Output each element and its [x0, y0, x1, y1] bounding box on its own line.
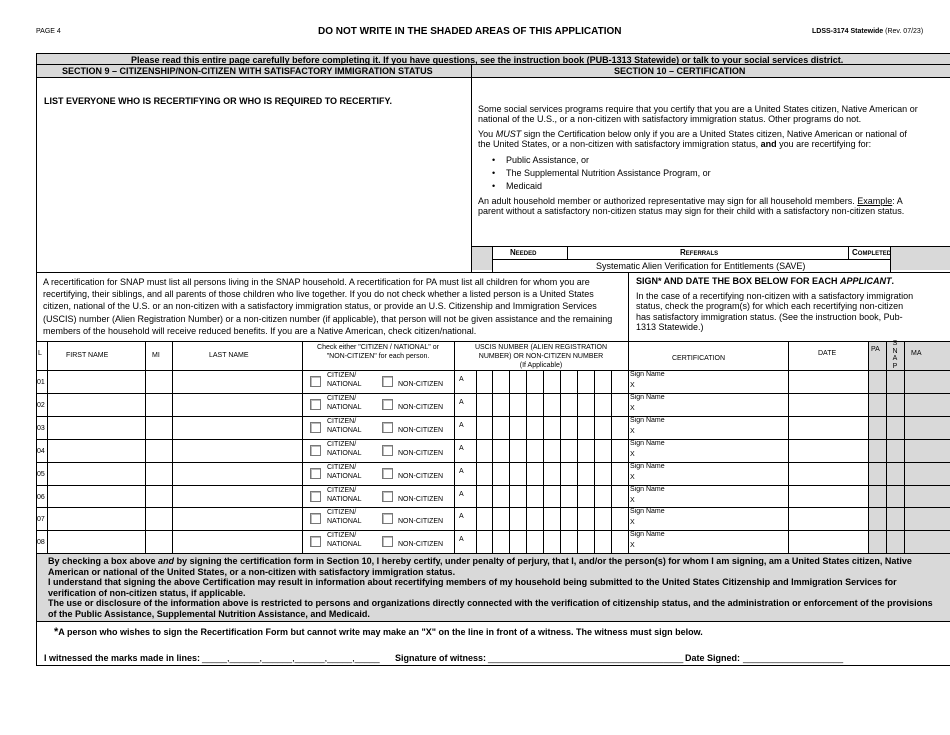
a-prefix: A — [459, 421, 464, 429]
mi-cell[interactable] — [146, 439, 172, 461]
citizen-label-line: CITIZEN/ — [327, 394, 357, 402]
notice-text: Please read this entire page carefully before completing it. If you have questions, see the instruction book (PUB-1313 Statewide) or talk to your social services district. — [131, 55, 844, 65]
uscis-number-cell[interactable] — [477, 370, 611, 392]
noncitizen-checkbox[interactable] — [382, 468, 393, 479]
signature-cell[interactable] — [640, 370, 788, 392]
form-number: LDSS-3174 Statewide — [812, 28, 884, 35]
statement-line-3: I understand that signing the above Certification may result in information about recertifying members of my household being submitted to the United States Citizenship and Immigration Services for — [48, 577, 897, 587]
sign-name-label: Sign Name — [630, 393, 665, 401]
last-name-cell[interactable] — [173, 530, 302, 552]
citizen-label-line: NATIONAL — [327, 518, 362, 526]
ma-cell — [905, 485, 950, 507]
line-number: 05 — [37, 470, 45, 478]
divider — [848, 246, 849, 259]
a-prefix: A — [459, 376, 464, 383]
citizen-label-line: CITIZEN/ — [327, 486, 357, 494]
citizen-label-line: CITIZEN/ — [327, 463, 357, 471]
witnessed-lines-label: I witnessed the marks made in lines: — [44, 653, 201, 663]
sign-name-label: Sign Name — [630, 462, 665, 470]
signature-x-mark: X — [630, 450, 635, 458]
text: A person who wishes to sign the Recertification Form but cannot write may make an "X" on the line in front of a witness. The witness must sign below. — [58, 627, 703, 637]
snap-cell — [887, 393, 904, 415]
signature-x-mark: X — [630, 382, 635, 389]
snap-letter: N — [892, 347, 898, 355]
citizen-label-line: CITIZEN/ — [327, 509, 357, 517]
line-number: 02 — [37, 401, 45, 409]
text: by signing the certification form in Section 10, I hereby certify, under penalty of perjury, that I, and/or the person(s) for whom I am signing, am a United States citizen, Native — [174, 556, 912, 566]
divider — [36, 553, 950, 554]
ma-cell — [905, 393, 950, 415]
citizen-label — [327, 486, 362, 504]
citizen-label-line: CITIZEN/ — [327, 440, 357, 448]
signature-cell[interactable] — [640, 485, 788, 507]
divider — [492, 259, 890, 260]
date-cell[interactable] — [789, 485, 868, 507]
statement-line-6: of the Public Assistance, Supplemental Nutrition Assistance, and Medicaid. — [48, 609, 370, 619]
last-name-header: LAST NAME — [209, 352, 249, 359]
program-list — [488, 154, 711, 193]
witness-signature-label: Signature of witness: — [395, 653, 487, 663]
date-signed-field[interactable]: ____________________ — [743, 653, 844, 663]
line-number: 07 — [37, 516, 45, 524]
uscis-number-cell[interactable] — [477, 530, 611, 552]
household-instruction: A recertification for SNAP must list all persons living in the SNAP household. A recertification for PA must list all children for whom you are recertifying, their siblings, and all parents of those children who live together. If you do not check whether a listed person is a United States citizen, national of the U.S. or an non-citizen with a satisfactory immigration status, or provide an U.S. Citizenship and Immigration Services (USCIS) number (Alien Registration Number) or a non-citizen number (if applicable), that person will not be given assistance and the remaining members of the household will receive reduced benefits. If you are a Native American, check citizen/national. — [43, 277, 613, 336]
certification-header: CERTIFICATION — [672, 355, 726, 362]
ma-cell — [905, 370, 950, 392]
uscis-number-cell[interactable] — [477, 393, 611, 415]
mi-header: MI — [152, 352, 160, 359]
citizen-checkbox[interactable] — [310, 513, 321, 524]
text: SIGN* AND DATE THE BOX BELOW FOR EACH — [636, 276, 841, 286]
noncitizen-label: NON-CITIZEN — [398, 449, 444, 457]
mi-cell[interactable] — [146, 507, 172, 529]
signature-x-mark: X — [630, 427, 635, 435]
sign-name-label: Sign Name — [630, 371, 665, 378]
date-cell[interactable] — [789, 530, 868, 552]
first-name-cell[interactable] — [48, 439, 145, 461]
mi-cell[interactable] — [146, 462, 172, 484]
ma-cell — [905, 416, 950, 438]
citizen-label-line: NATIONAL — [327, 495, 362, 503]
signature-cell[interactable] — [640, 439, 788, 461]
divider — [36, 341, 950, 342]
certification-intro: Some social services programs require that you certify that you are a United States citizen, Native American or national of the U.S., or a non-citizen with satisfactory immigration status. Other programs do not. — [478, 104, 918, 125]
ma-cell — [905, 530, 950, 552]
noncitizen-checkbox[interactable] — [382, 376, 393, 387]
first-name-header: FIRST NAME — [66, 352, 109, 359]
program-item: • Public Assistance, or — [506, 154, 711, 167]
ma-cell — [905, 462, 950, 484]
snap-cell — [887, 416, 904, 438]
line-number: 01 — [37, 379, 45, 386]
line-number: 03 — [37, 424, 45, 432]
noncitizen-label: NON-CITIZEN — [398, 472, 444, 480]
date-cell[interactable] — [789, 439, 868, 461]
citizen-label-line: CITIZEN/ — [327, 417, 357, 425]
section-divider — [471, 64, 472, 272]
signature-cell[interactable] — [640, 530, 788, 552]
date-cell[interactable] — [789, 416, 868, 438]
pa-cell — [869, 462, 886, 484]
text: : A parent without a satisfactory non-citizen status may sign for their child with a satisfactory non-citizen status. — [478, 196, 905, 217]
citizen-label — [327, 440, 362, 458]
citizen-label — [327, 508, 362, 526]
completed-header: Completed — [852, 248, 892, 257]
signature-x-mark: X — [630, 473, 635, 481]
citizen-label-line: CITIZEN/ — [327, 532, 357, 540]
divider — [36, 621, 950, 622]
last-name-cell[interactable] — [173, 439, 302, 461]
citizen-label — [327, 371, 362, 389]
page-title: DO NOT WRITE IN THE SHADED AREAS OF THIS APPLICATION — [318, 26, 622, 37]
mi-cell[interactable] — [146, 393, 172, 415]
first-name-cell[interactable] — [48, 393, 145, 415]
uscis-title: USCIS NUMBER (ALIEN REGISTRATION NUMBER) OR NON-CITIZEN NUMBER — [474, 344, 608, 360]
citizen-label — [327, 417, 362, 435]
signature-x-mark: X — [630, 542, 635, 550]
pa-cell — [869, 370, 886, 392]
sign-name-label: Sign Name — [630, 485, 665, 493]
citizen-checkbox[interactable] — [310, 491, 321, 502]
citizen-label-line: CITIZEN/ — [327, 372, 357, 379]
noncitizen-label: NON-CITIZEN — [398, 518, 444, 526]
line-number: 04 — [37, 447, 45, 455]
last-name-cell[interactable] — [173, 485, 302, 507]
example-label: Example — [857, 196, 893, 206]
first-name-cell[interactable] — [48, 507, 145, 529]
divider — [36, 272, 950, 273]
sign-name-label: Sign Name — [630, 416, 665, 424]
divider — [628, 272, 629, 553]
citizen-label-line: NATIONAL — [327, 403, 362, 411]
uscis-number-cell[interactable] — [477, 507, 611, 529]
last-name-cell[interactable] — [173, 462, 302, 484]
first-name-cell[interactable] — [48, 462, 145, 484]
sign-name-label: Sign Name — [630, 531, 665, 539]
citizen-label — [327, 394, 362, 412]
divider — [567, 246, 568, 259]
uscis-number-cell[interactable] — [477, 439, 611, 461]
pa-cell — [869, 439, 886, 461]
snap-letter: P — [892, 362, 898, 370]
citizen-label-line: NATIONAL — [327, 426, 362, 434]
mi-cell[interactable] — [146, 530, 172, 552]
divider — [454, 341, 455, 553]
snap-letter: A — [892, 355, 898, 363]
uscis-number-cell[interactable] — [477, 485, 611, 507]
last-name-cell[interactable] — [173, 370, 302, 392]
divider — [36, 77, 950, 78]
citizen-checkbox[interactable] — [310, 468, 321, 479]
noncitizen-checkbox[interactable] — [382, 399, 393, 410]
ma-cell — [905, 439, 950, 461]
signature-x-mark: X — [630, 519, 635, 527]
noncitizen-checkbox[interactable] — [382, 491, 393, 502]
citizen-label — [327, 531, 362, 549]
certification-must-text — [478, 129, 918, 150]
citizen-label-line: NATIONAL — [327, 541, 362, 549]
witness-note — [54, 626, 703, 638]
representative-text — [478, 196, 918, 217]
uscis-subtitle: (If Applicable) — [519, 362, 563, 369]
witnessed-lines-field[interactable]: _____,______,______,______,_____,_____ — [202, 653, 380, 663]
ma-cell — [905, 507, 950, 529]
page-number: PAGE 4 — [36, 28, 61, 35]
uscis-number-cell[interactable] — [477, 462, 611, 484]
first-name-cell[interactable] — [48, 370, 145, 392]
snap-header — [890, 340, 900, 370]
citizen-check-header: Check either "CITIZEN / NATIONAL" or "NON-CITIZEN" for each person. — [317, 344, 439, 360]
divider — [471, 246, 950, 247]
last-name-cell[interactable] — [173, 507, 302, 529]
signature-cell[interactable] — [640, 416, 788, 438]
sign-name-label: Sign Name — [630, 508, 665, 516]
signature-x-mark: X — [630, 404, 635, 412]
snap-cell — [887, 462, 904, 484]
program-item: • The Supplemental Nutrition Assistance Program, or — [506, 167, 711, 180]
first-name-cell[interactable] — [48, 530, 145, 552]
line-number: 08 — [37, 539, 45, 547]
text: sign the Certification below only if you are a United States citizen, Native American or national of the United States, or a non-citizen with satisfactory immigration status, — [478, 129, 907, 150]
text: You — [478, 129, 496, 139]
snap-cell — [887, 507, 904, 529]
pa-cell — [869, 416, 886, 438]
uscis-header — [460, 343, 622, 370]
form-id — [812, 28, 923, 35]
text: . — [891, 276, 895, 286]
noncitizen-checkbox[interactable] — [382, 422, 393, 433]
divider — [36, 64, 950, 65]
witness-signature-field[interactable]: _______________________________________ — [488, 653, 684, 663]
signature-x-mark: X — [630, 496, 635, 504]
sign-name-label: Sign Name — [630, 439, 665, 447]
a-prefix: A — [459, 398, 464, 406]
statement-line-4: verification of non-citizen status, if applicable. — [48, 588, 246, 598]
text: you are recertifying for: — [776, 139, 872, 150]
form-revision: (Rev. 07/23) — [885, 28, 924, 35]
citizen-label-line: NATIONAL — [327, 472, 362, 480]
date-cell[interactable] — [789, 370, 868, 392]
noncitizen-checkbox[interactable] — [382, 445, 393, 456]
citizen-label-line: NATIONAL — [327, 381, 362, 388]
noncitizen-checkbox[interactable] — [382, 536, 393, 547]
snap-cell — [887, 530, 904, 552]
ma-header: MA — [911, 350, 922, 357]
noncitizen-label: NON-CITIZEN — [398, 495, 444, 503]
mi-cell[interactable] — [146, 416, 172, 438]
line-number: 06 — [37, 493, 45, 501]
divider — [302, 341, 303, 553]
last-name-cell[interactable] — [173, 416, 302, 438]
date-cell[interactable] — [789, 393, 868, 415]
needed-header: Needed — [510, 248, 537, 257]
a-prefix: A — [459, 536, 464, 544]
noncitizen-label: NON-CITIZEN — [398, 426, 444, 434]
must-emphasis: MUST — [495, 129, 522, 139]
statement-line-5: The use or disclosure of the information above is restricted to persons and organizations directly connected with the verification of citizenship status, and the administration or enforcement of the provisions — [48, 598, 933, 608]
mi-cell[interactable] — [146, 485, 172, 507]
applicant-emphasis: APPLICANT — [840, 276, 892, 286]
citizen-checkbox[interactable] — [310, 536, 321, 547]
citizen-label — [327, 463, 362, 481]
citizen-label-line: NATIONAL — [327, 449, 362, 457]
citizen-checkbox[interactable] — [310, 399, 321, 410]
a-prefix: A — [459, 513, 464, 521]
pa-cell — [869, 530, 886, 552]
a-prefix: A — [459, 490, 464, 498]
uscis-number-cell[interactable] — [477, 416, 611, 438]
asterisk: * — [54, 626, 59, 638]
snap-letter: S — [892, 340, 898, 347]
noncitizen-label: NON-CITIZEN — [398, 403, 444, 411]
referrals-header: Referrals — [680, 248, 719, 257]
signature-cell[interactable] — [640, 462, 788, 484]
signature-cell[interactable] — [640, 507, 788, 529]
sign-heading — [636, 276, 894, 286]
noncitizen-checkbox[interactable] — [382, 513, 393, 524]
list-instruction: LIST EVERYONE WHO IS RECERTIFYING OR WHO IS REQUIRED TO RECERTIFY. — [44, 96, 393, 106]
a-prefix: A — [459, 467, 464, 475]
save-referral: Systematic Alien Verification for Entitlements (SAVE) — [596, 261, 806, 271]
pa-header: PA — [871, 346, 880, 353]
divider — [492, 246, 493, 272]
sign-instruction: In the case of a recertifying non-citizen with a satisfactory immigration status, check the program(s) for which each recertifying non-citizen has satisfactory immigration status. (See the instruction book, Pub-1313 Statewide.) — [636, 291, 914, 332]
snap-cell — [887, 439, 904, 461]
first-name-cell[interactable] — [48, 485, 145, 507]
a-prefix: A — [459, 444, 464, 452]
statement-line-2: American or national of the United States, or a non-citizen with satisfactory immigration status. — [48, 567, 456, 577]
date-header: DATE — [818, 350, 837, 357]
pa-cell — [869, 507, 886, 529]
snap-cell — [887, 485, 904, 507]
pa-cell — [869, 485, 886, 507]
signature-cell[interactable] — [640, 393, 788, 415]
noncitizen-label: NON-CITIZEN — [398, 541, 444, 549]
and-emphasis: and — [158, 556, 175, 566]
date-cell[interactable] — [789, 462, 868, 484]
noncitizen-label: NON-CITIZEN — [398, 381, 444, 388]
program-item: • Medicaid — [506, 180, 711, 193]
section10-title: SECTION 10 – CERTIFICATION — [614, 66, 746, 76]
date-cell[interactable] — [789, 507, 868, 529]
citizen-checkbox[interactable] — [310, 445, 321, 456]
and-emphasis: and — [760, 139, 777, 150]
pa-cell — [869, 393, 886, 415]
text: By checking a box above — [48, 556, 159, 566]
section9-title: SECTION 9 – CITIZENSHIP/NON-CITIZEN WITH SATISFACTORY IMMIGRATION STATUS — [62, 66, 433, 76]
mi-cell[interactable] — [146, 370, 172, 392]
last-name-cell[interactable] — [173, 393, 302, 415]
first-name-cell[interactable] — [48, 416, 145, 438]
line-header: L — [38, 350, 42, 357]
snap-cell — [887, 370, 904, 392]
statement-line-1 — [48, 556, 912, 566]
text: An adult household member or authorized representative may sign for all household members. — [478, 196, 858, 206]
citizen-checkbox[interactable] — [310, 422, 321, 433]
date-signed-label: Date Signed: — [685, 653, 741, 663]
citizen-checkbox[interactable] — [310, 376, 321, 387]
